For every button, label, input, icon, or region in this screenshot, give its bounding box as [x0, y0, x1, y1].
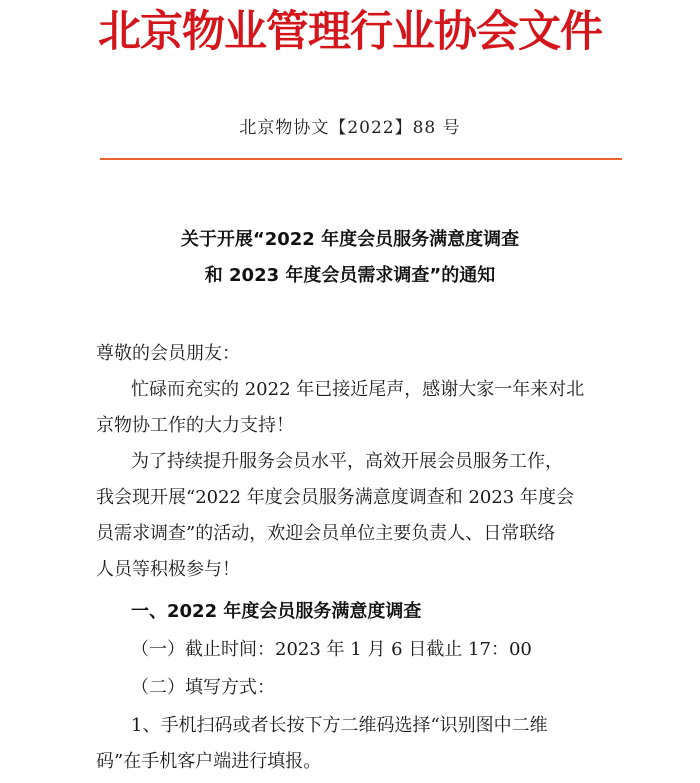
- paragraph-2-line-1: 为了持续提升服务会员水平，高效开展会员服务工作，: [131, 451, 563, 472]
- fill-method-label: （二）填写方式：: [131, 677, 275, 698]
- salutation: 尊敬的会员朋友：: [96, 343, 240, 364]
- notice-title-line-1: 关于开展“2022 年度会员服务满意度调查: [180, 229, 520, 250]
- masthead-title: 北京物业管理行业协会文件: [98, 7, 602, 57]
- section-1-heading: 一、2022 年度会员服务满意度调查: [131, 601, 422, 622]
- item-1-line-2: 码”在手机客户端进行填报。: [96, 751, 322, 772]
- paragraph-2-line-2: 我会现开展“2022 年度会员服务满意度调查和 2023 年度会: [96, 487, 574, 508]
- paragraph-1-line-1: 忙碌而充实的 2022 年已接近尾声，感谢大家一年来对北: [131, 379, 585, 400]
- paragraph-1-line-2: 京物协工作的大力支持！: [96, 415, 294, 436]
- paragraph-2-line-4: 人员等积极参与！: [96, 559, 240, 580]
- document-number: 北京物协文【2022】88 号: [239, 118, 461, 138]
- item-1-line-1: 1、手机扫码或者长按下方二维码选择“识别图中二维: [131, 715, 548, 736]
- notice-title-line-2: 和 2023 年度会员需求调查”的通知: [204, 265, 496, 286]
- header-divider: [100, 158, 622, 160]
- deadline-line: （一）截止时间：2023 年 1 月 6 日截止 17：00: [131, 639, 532, 660]
- paragraph-2-line-3: 员需求调查”的活动，欢迎会员单位主要负责人、日常联络: [96, 523, 556, 544]
